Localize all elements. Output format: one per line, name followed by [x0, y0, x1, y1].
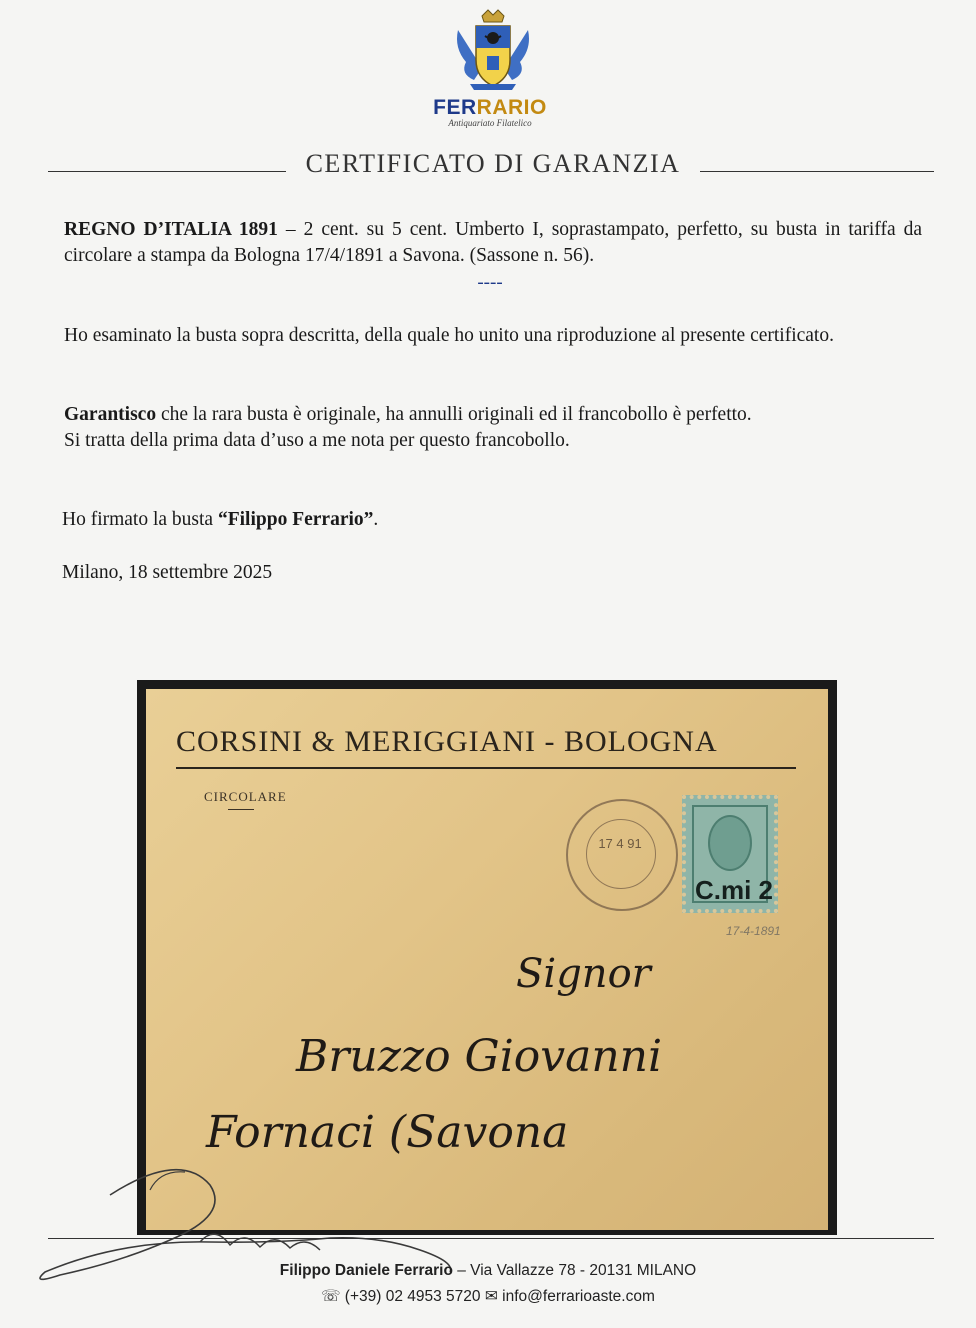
title-rule-left [48, 171, 286, 172]
postmark-inner-ring [586, 819, 656, 889]
address-line-2: Bruzzo Giovanni [296, 1031, 663, 1082]
guarantee-paragraph [64, 402, 922, 454]
first-use-text: Si tratta della prima data d’uso a me nota per questo francobollo. [64, 430, 570, 451]
signed-name: “Filippo Ferrario” [217, 509, 374, 530]
footer-rule [48, 1238, 934, 1239]
footer-email[interactable]: info@ferrarioaste.com [502, 1288, 655, 1305]
phone-icon: ☏ [321, 1288, 341, 1305]
footer-contact-line [0, 1287, 976, 1306]
separator: ---- [477, 272, 503, 293]
postmark-date: 17 4 91 [598, 836, 642, 851]
stamp-portrait-icon [708, 815, 752, 871]
brand-logo [420, 96, 560, 120]
envelope-icon: ✉ [484, 1288, 498, 1305]
examined-paragraph: Ho esaminato la busta sopra descritta, della quale ho unito una riproduzione al presente certificato. [64, 325, 834, 346]
item-text: – 2 cent. su 5 cent. Umberto I, soprastampato, perfetto, su busta in tariffa da circolare a stampa da Bologna 17/4/1891 a Savona. (Sassone n. 56). [64, 219, 922, 266]
envelope-header-rule [176, 767, 796, 769]
place-date: Milano, 18 settembre 2025 [62, 562, 273, 583]
postage-stamp [682, 795, 778, 913]
guarantee-text: che la rara busta è originale, ha annulli originali ed il francobollo è perfetto. [156, 404, 752, 425]
certificate-title: CERTIFICATO DI GARANZIA [305, 149, 681, 178]
envelope-header: CORSINI & MERIGGIANI - BOLOGNA [176, 725, 718, 758]
envelope-subheader-rule [228, 809, 254, 810]
stamp-overprint: C.mi 2 [694, 875, 774, 905]
address-line-1: Signor [516, 951, 651, 997]
signed-suffix: . [373, 509, 379, 530]
envelope-image [137, 680, 837, 1235]
pencil-note: 17-4-1891 [726, 924, 781, 938]
envelope-paper [146, 689, 828, 1230]
coat-of-arms-icon [452, 8, 534, 92]
guarantee-bold: Garantisco [64, 404, 157, 425]
footer-phone: (+39) 02 4953 5720 [344, 1288, 481, 1305]
item-description [64, 217, 922, 269]
footer-address: – Via Vallazze 78 - 20131 MILANO [452, 1262, 697, 1279]
brand-tagline: Antiquariato Filatelico [448, 118, 532, 128]
address-line-3: Fornaci (Savona [206, 1107, 569, 1158]
brand-name-part1: FER [433, 96, 477, 119]
item-heading: REGNO D’ITALIA 1891 [64, 219, 278, 240]
signed-paragraph [62, 507, 920, 533]
footer-name: Filippo Daniele Ferrario [279, 1262, 453, 1279]
signed-prefix: Ho firmato la busta [62, 509, 218, 530]
brand-name-part2: RARIO [476, 96, 547, 119]
title-rule-right [700, 171, 934, 172]
envelope-subheader: CIRCOLARE [204, 789, 287, 804]
footer-address-line [0, 1262, 976, 1280]
